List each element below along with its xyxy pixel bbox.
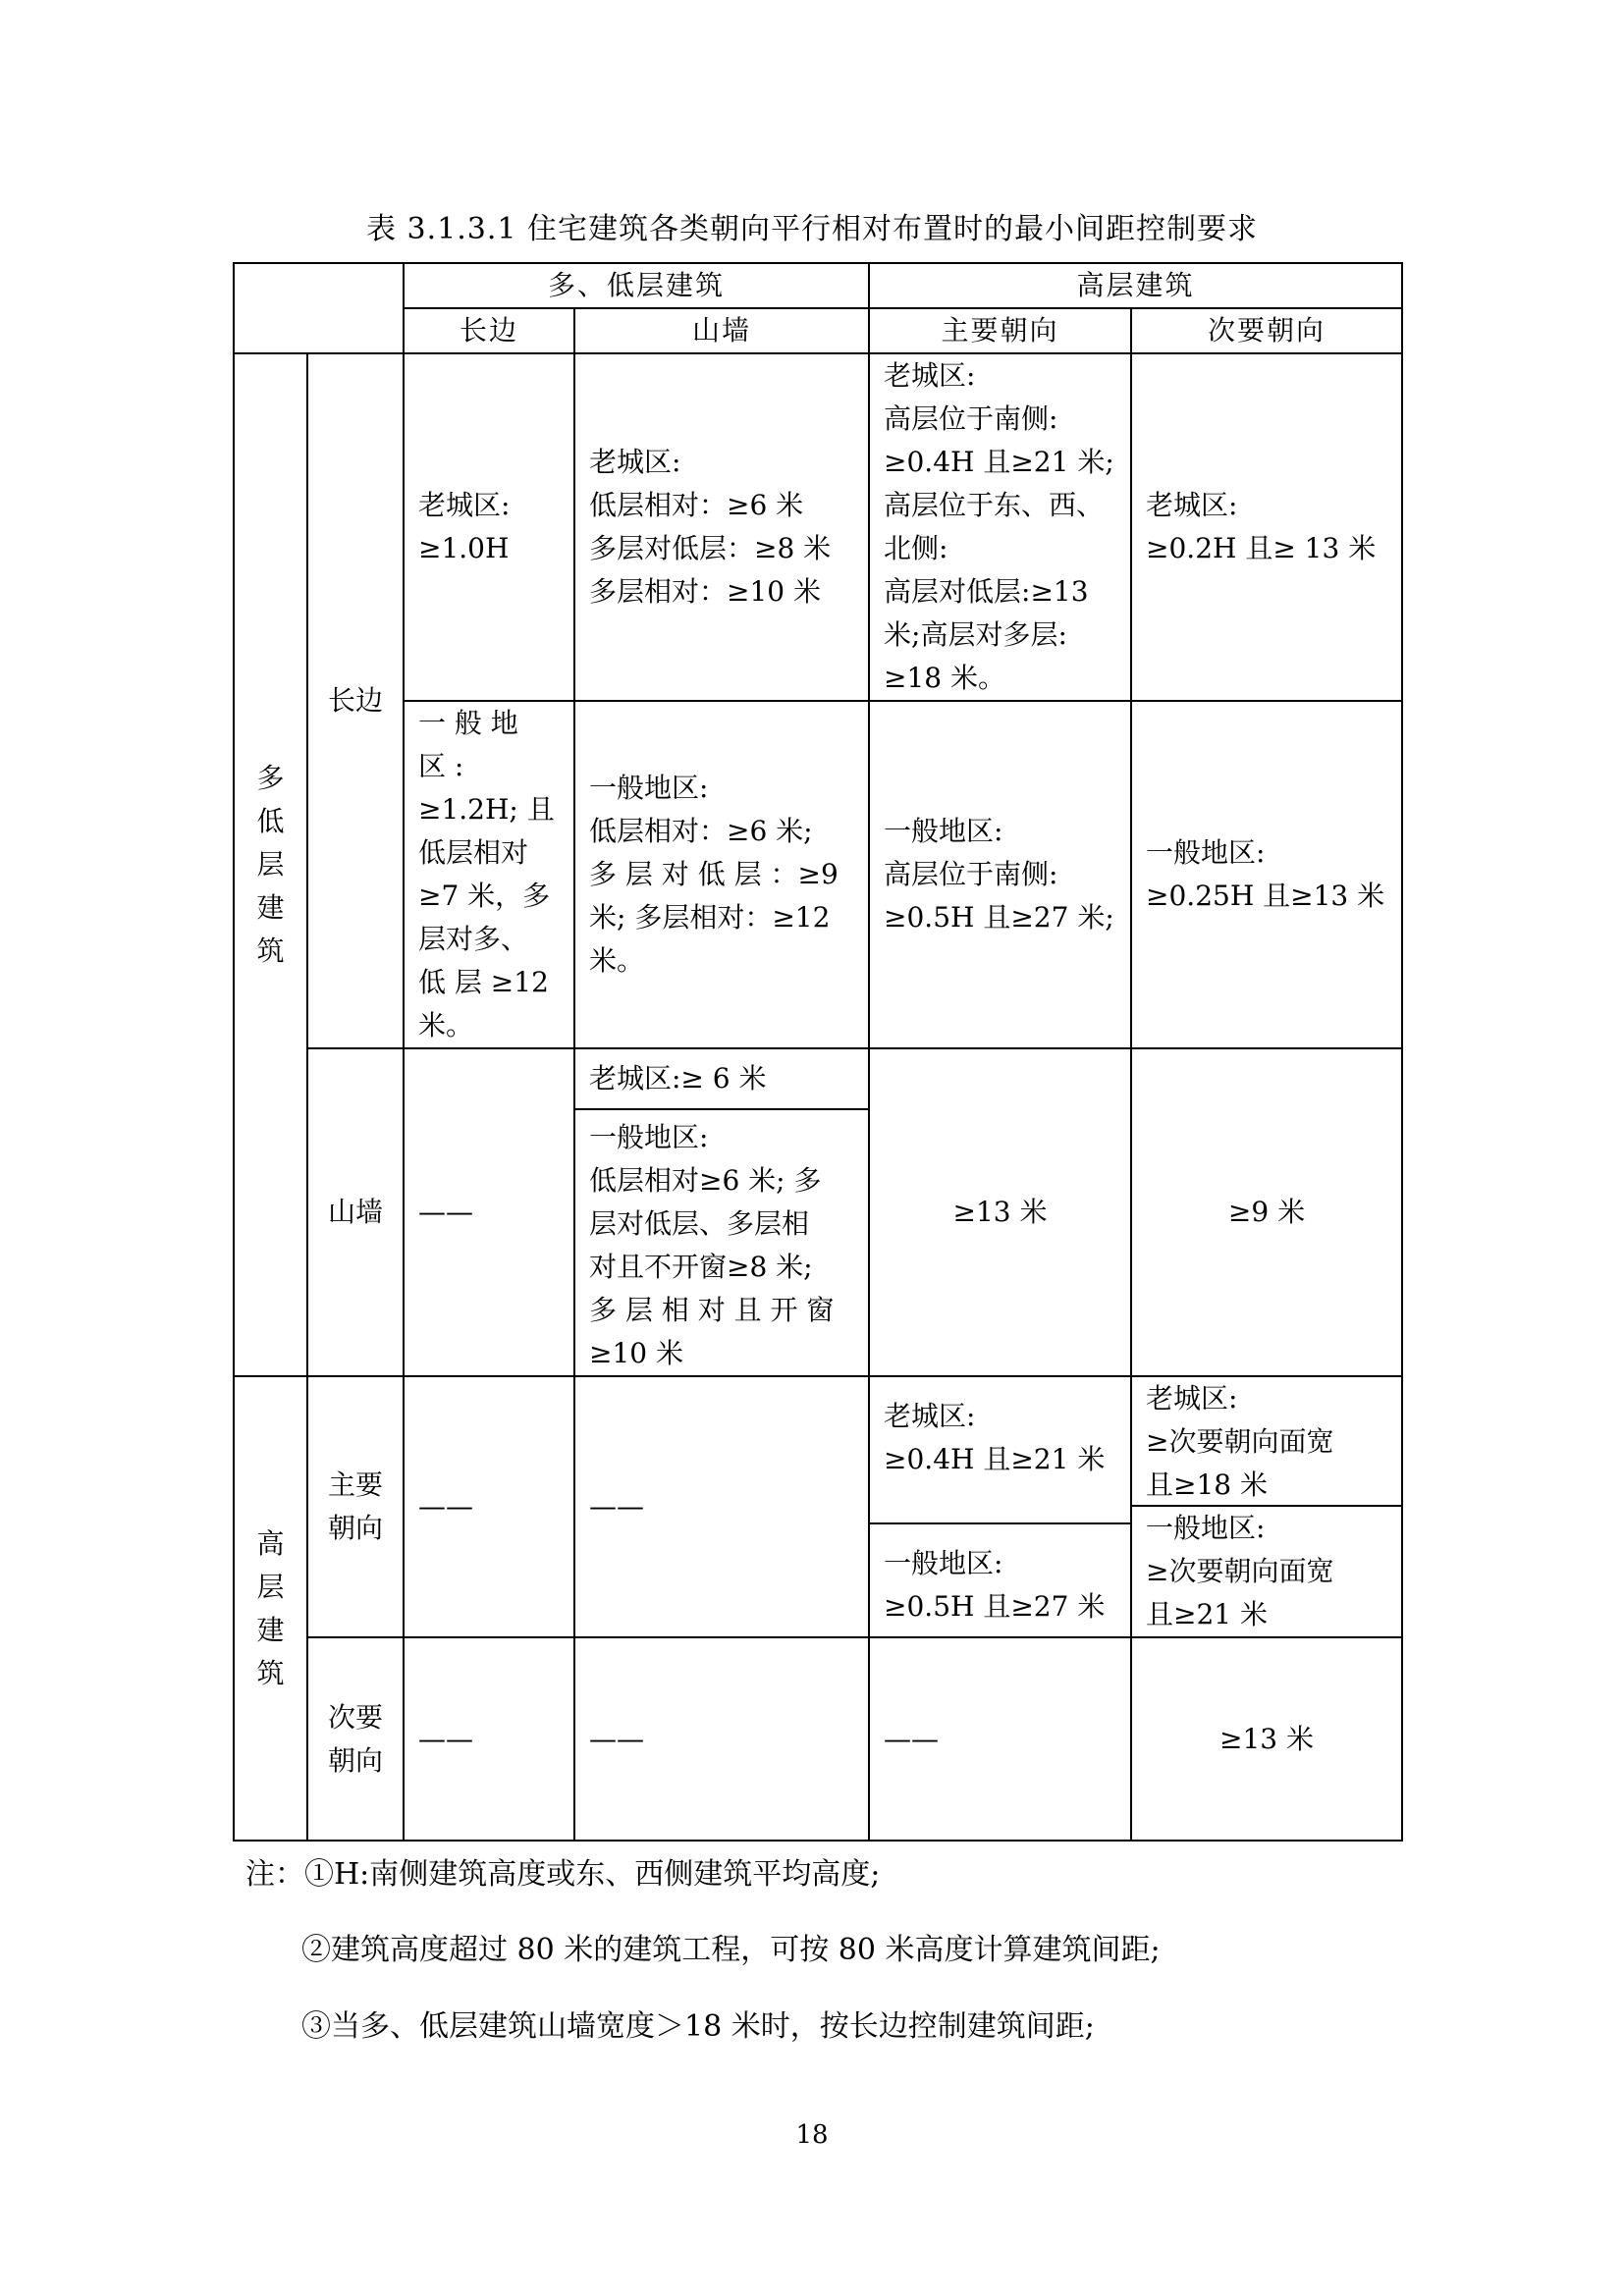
spacing-table-wrapper [233,262,1401,1828]
header-low-long: 长边 [404,308,574,353]
cell-r1c4: 老城区: ≥0.2H 且≥ 13 米 [1131,353,1402,701]
header-high-primary: 主要朝向 [869,308,1131,353]
cell-r3c4: ≥9 米 [1131,1048,1402,1376]
cell-r3c2-top: 老城区:≥ 6 米 [589,1062,767,1095]
row-label-primary: 主要 朝向 [307,1376,404,1637]
cell-r4c3-top: 老城区: ≥0.4H 且≥21 米 [884,1400,1106,1475]
cell-r1c1: 老城区: ≥1.0H [404,353,574,701]
cell-r3c2-bottom: 一般地区: 低层相对≥6 米; 多 层对低层、多层相 对且不开窗≥8 米; 多 层 相 对 且 开 窗 ≥10 米 [575,1108,868,1375]
cell-r1c3: 老城区: 高层位于南侧: ≥0.4H 且≥21 米; 高层位于东、西、 北侧: 高层对低层:≥13 米;高层对多层: ≥18 米。 [869,353,1131,701]
cell-r2c3: 一般地区: 高层位于南侧: ≥0.5H 且≥27 米; [869,701,1131,1048]
header-low-group: 多、低层建筑 [404,263,869,308]
row-label-long: 长边 [307,353,404,1048]
cell-r2c4: 一般地区: ≥0.25H 且≥13 米 [1131,701,1402,1048]
header-high-secondary: 次要朝向 [1131,308,1402,353]
cell-r1c2: 老城区: 低层相对：≥6 米 多层对低层：≥8 米 多层相对：≥10 米 [574,353,869,701]
note-1: 注：①H:南侧建筑高度或东、西侧建筑平均高度; [245,1857,881,1892]
cell-r4c4-top: 老城区: ≥次要朝向面宽 且≥18 米 [1146,1382,1334,1501]
cell-r5c1: —— [404,1637,574,1841]
row-group-low: 多 低 层 建 筑 [234,353,307,1376]
row-group-high: 高 层 建 筑 [234,1376,307,1841]
cell-r4c3-bottom: 一般地区: ≥0.5H 且≥27 米 [870,1522,1130,1636]
spacing-table [233,262,1403,1842]
cell-r3c3: ≥13 米 [869,1048,1131,1376]
cell-r4c4-bottom: 一般地区: ≥次要朝向面宽 且≥21 米 [1132,1505,1401,1636]
row-label-gable: 山墙 [307,1048,404,1376]
note-2: ②建筑高度超过 80 米的建筑工程，可按 80 米高度计算建筑间距; [301,1933,1161,1967]
header-low-gable: 山墙 [574,308,869,353]
cell-r2c2: 一般地区: 低层相对：≥6 米; 多 层 对 低 层 ：≥9 米; 多层相对：≥12 米。 [574,701,869,1048]
cell-r2c1: 一 般 地 区 : ≥1.2H; 且 低层相对 ≥7 米，多 层对多、 低 层 ≥12 米。 [404,701,574,1048]
page-number: 18 [795,2120,829,2150]
note-3: ③当多、低层建筑山墙宽度＞18 米时，按长边控制建筑间距; [301,2009,1095,2044]
corner-cell [234,263,404,353]
cell-r4c4 [1131,1376,1402,1637]
cell-r4c1: —— [404,1376,574,1637]
notes-section [245,1855,1404,2044]
row-label-secondary: 次要 朝向 [307,1637,404,1841]
cell-r3c2 [574,1048,869,1376]
cell-r5c2: —— [574,1637,869,1841]
cell-r4c3 [869,1376,1131,1637]
cell-r5c3: —— [869,1637,1131,1841]
header-high-group: 高层建筑 [869,263,1402,308]
cell-r4c2: —— [574,1376,869,1637]
cell-r3c1: —— [404,1048,574,1376]
table-title: 表 3.1.3.1 住宅建筑各类朝向平行相对布置时的最小间距控制要求 [365,212,1259,246]
cell-r5c4: ≥13 米 [1131,1637,1402,1841]
